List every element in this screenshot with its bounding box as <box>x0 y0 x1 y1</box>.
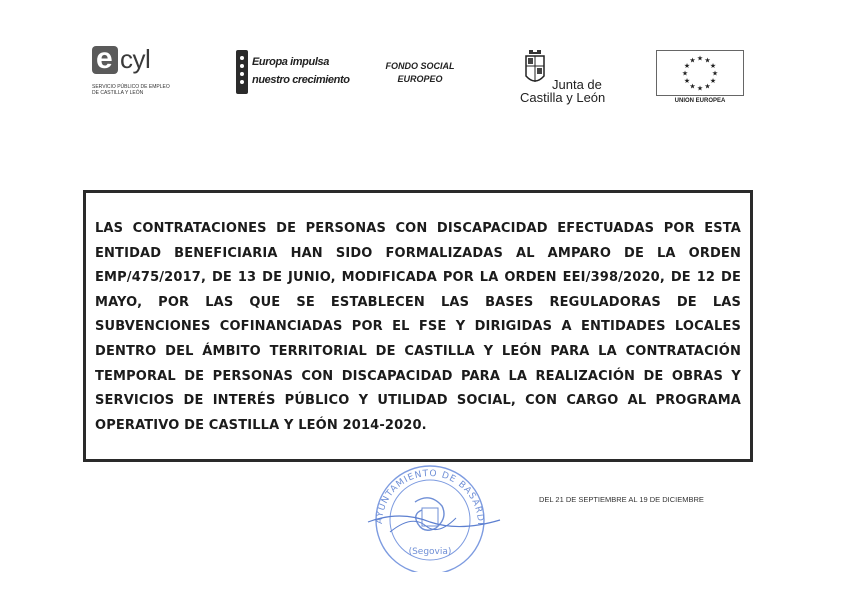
europa-impulsa-logo <box>236 50 350 100</box>
eu-star-icon: ★ <box>696 85 704 93</box>
ecyl-logo <box>92 42 202 98</box>
fondo-social-europeo-label <box>378 60 462 86</box>
eu-flag-icon <box>236 50 248 94</box>
eu-star-icon: ★ <box>704 83 711 91</box>
stamp-ring-text: AYUNTAMIENTO DE BASARDI <box>374 468 486 526</box>
eu-star-icon: ★ <box>704 57 711 65</box>
eu-star-icon: ★ <box>689 83 696 91</box>
eu-star-icon: ★ <box>683 78 691 85</box>
notice-box <box>83 190 753 462</box>
union-europea-logo <box>656 50 746 110</box>
stamp-seal-icon <box>360 462 510 572</box>
ecyl-logo-mark <box>92 42 118 75</box>
eu-star-icon: ★ <box>681 70 689 78</box>
eu-star-icon: ★ <box>689 57 696 65</box>
eu-star-icon: ★ <box>711 70 719 78</box>
europa-impulsa-line1: Europa impulsa <box>252 56 329 68</box>
fse-line2: EUROPEO <box>397 74 443 84</box>
ecyl-subtitle-line1: SERVICIO PÚBLICO DE EMPLEO <box>92 84 170 90</box>
fse-line1: FONDO SOCIAL <box>385 61 455 71</box>
notice-text: LAS CONTRATACIONES DE PERSONAS CON DISCAPACIDAD EFECTUADAS POR ESTA ENTIDAD BENEFICIARIA HAN SIDO FORMALIZADAS AL AMPARO DE LA ORDEN EMP/475/2017, DE 13 DE JUNIO, MODIFICADA POR LA ORDEN EEI/398/2020, DE 12 DE MAYO, POR LAS QUE SE ESTABLECEN LAS BASES REGULADORAS DE LAS SUBVENCIONES COFINANCIADAS POR EL FSE Y DIRIGIDAS A ENTIDADES LOCALES DENTRO DEL ÁMBITO TERRITORIAL DE CASTILLA Y LEÓN PARA LA CONTRATACIÓN TEMPORAL DE PERSONAS CON DISCAPACIDAD PARA LA REALIZACIÓN DE OBRAS Y SERVICIOS DE INTERÉS PÚBLICO Y UTILIDAD SOCIAL, CON CARGO AL PROGRAMA OPERATIVO DE CASTILLA Y LEÓN 2014-2020. <box>95 221 741 433</box>
junta-line1: Junta de <box>552 77 602 92</box>
ecyl-subtitle <box>92 84 204 96</box>
ecyl-logo-letter: e <box>96 42 113 75</box>
eu-star-icon: ★ <box>683 63 691 70</box>
junta-castilla-leon-logo <box>518 48 618 104</box>
coat-of-arms-icon <box>524 48 546 88</box>
eu-star-icon: ★ <box>709 78 717 85</box>
eu-star-icon: ★ <box>696 55 704 63</box>
ecyl-subtitle-line2: DE CASTILLA Y LEÓN <box>92 90 144 96</box>
europa-impulsa-line2: nuestro crecimiento <box>252 74 350 86</box>
svg-text:AYUNTAMIENTO DE BASARDILLA <box>360 462 485 526</box>
union-europea-label: UNION EUROPEA <box>674 98 726 104</box>
eu-stars-flag-icon <box>656 50 744 96</box>
date-range: DEL 21 DE SEPTIEMBRE AL 19 DE DICIEMBRE <box>539 495 704 504</box>
stamp-place-text: (Segovia) <box>408 547 452 557</box>
municipal-stamp <box>360 462 510 572</box>
ecyl-logo-wordmark: cyl <box>120 44 151 74</box>
eu-star-icon: ★ <box>709 63 717 70</box>
junta-line2: Castilla y León <box>520 90 606 105</box>
